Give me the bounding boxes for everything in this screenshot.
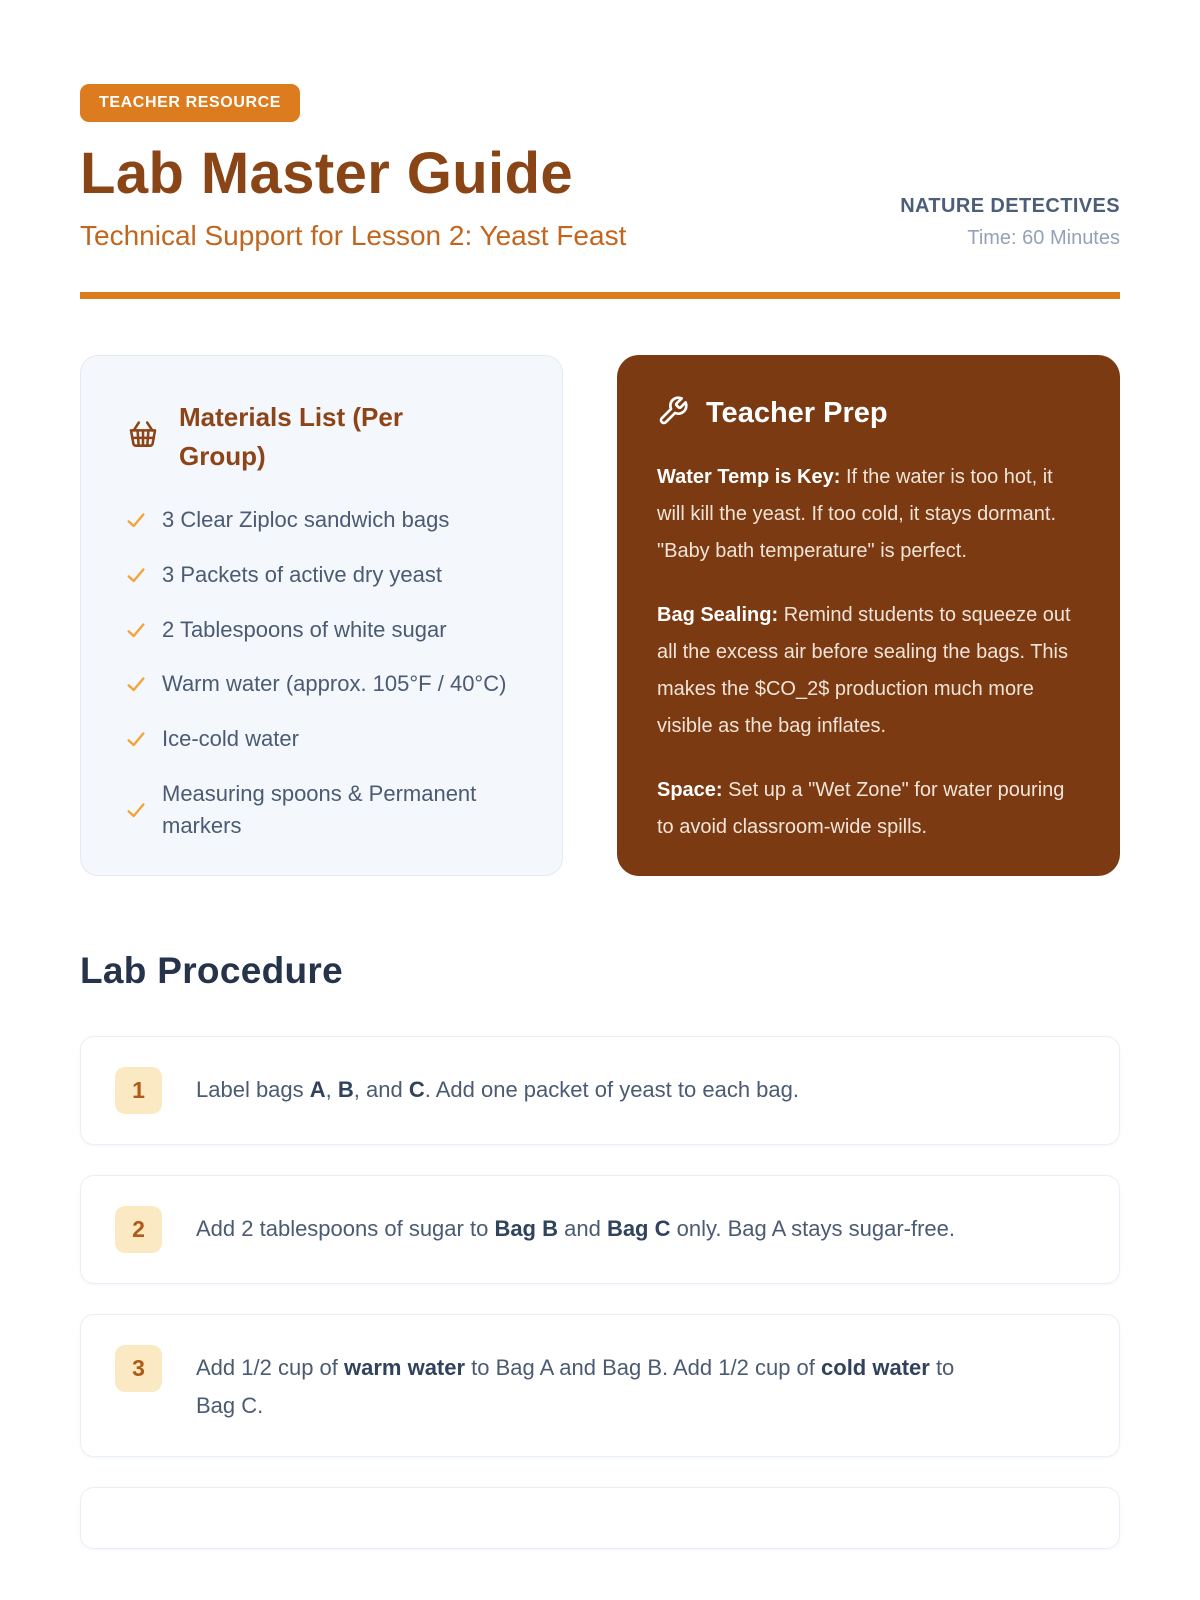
step-text: Add 1/2 cup of warm water to Bag A and Bag B. Add 1/2 cup of cold water to Bag C.: [196, 1354, 955, 1419]
materials-item: [125, 504, 532, 536]
materials-item: [125, 614, 532, 646]
teacher-prep-title: Teacher Prep: [706, 396, 888, 429]
materials-item-label: Warm water (approx. 105°F / 40°C): [162, 671, 507, 697]
info-cards-row: [80, 355, 1120, 876]
page-title: Lab Master Guide: [80, 141, 574, 206]
prep-note-label: Space:: [657, 778, 729, 801]
step-card: [80, 1175, 1120, 1284]
materials-card: [80, 355, 563, 876]
steps: [80, 1036, 1120, 1549]
prep-note-label: Water Temp is Key:: [657, 465, 846, 488]
step-text: Label bags A, B, and C. Add one packet of yeast to each bag.: [196, 1076, 799, 1102]
materials-title: Materials List (Per Group): [179, 401, 403, 471]
materials-item-label: Ice-cold water: [162, 726, 299, 752]
header: [80, 84, 1120, 252]
step-card-partial: [80, 1487, 1120, 1549]
check-icon: [125, 619, 147, 641]
wrench-icon: [657, 395, 689, 432]
procedure-title: Lab Procedure: [80, 949, 343, 991]
header-left: [80, 84, 626, 252]
prep-note: Bag Sealing: Remind students to squeeze out all the excess air before sealing the bags. This makes the $CO_2$ production much more visible as the bag inflates.: [657, 603, 1071, 737]
materials-header: [111, 398, 532, 476]
teacher-prep-header: [657, 395, 1078, 432]
materials-item: [125, 668, 532, 700]
basket-icon: [125, 416, 161, 457]
check-icon: [125, 564, 147, 586]
resource-type-badge: TEACHER RESOURCE: [80, 84, 300, 122]
materials-item: [125, 723, 532, 755]
step-number: 2: [115, 1206, 162, 1253]
time-estimate: Time: 60 Minutes: [967, 226, 1120, 249]
step-text: Add 2 tablespoons of sugar to Bag B and Bag C only. Bag A stays sugar-free.: [196, 1215, 956, 1241]
prep-note-label: Bag Sealing:: [657, 603, 784, 626]
prep-note: Water Temp is Key: If the water is too hot, it will kill the yeast. If too cold, it stays dormant. "Baby bath temperature" is perfect.: [657, 465, 1057, 562]
page-subtitle: Technical Support for Lesson 2: Yeast Feast: [80, 219, 627, 251]
prep-note: Space: Set up a "Wet Zone" for water pouring to avoid classroom-wide spills.: [657, 778, 1065, 838]
accent-divider: [80, 292, 1120, 299]
step-card: [80, 1036, 1120, 1145]
step-number: 3: [115, 1345, 162, 1392]
materials-list: [111, 504, 532, 842]
check-icon: [125, 509, 147, 531]
materials-item-label: 3 Packets of active dry yeast: [162, 561, 443, 587]
materials-item-label: 3 Clear Ziploc sandwich bags: [162, 506, 450, 532]
step-card: [80, 1314, 1120, 1457]
header-meta: [900, 195, 1120, 252]
materials-item-label: 2 Tablespoons of white sugar: [162, 616, 447, 642]
materials-item: [125, 778, 532, 842]
check-icon: [125, 728, 147, 750]
materials-item-label: Measuring spoons & Permanent markers: [162, 781, 477, 839]
check-icon: [125, 673, 147, 695]
materials-item: [125, 559, 532, 591]
prep-notes: [657, 459, 1078, 846]
program-name: NATURE DETECTIVES: [900, 194, 1120, 217]
step-number: 1: [115, 1067, 162, 1114]
teacher-prep-card: [617, 355, 1120, 876]
check-icon: [125, 799, 147, 821]
